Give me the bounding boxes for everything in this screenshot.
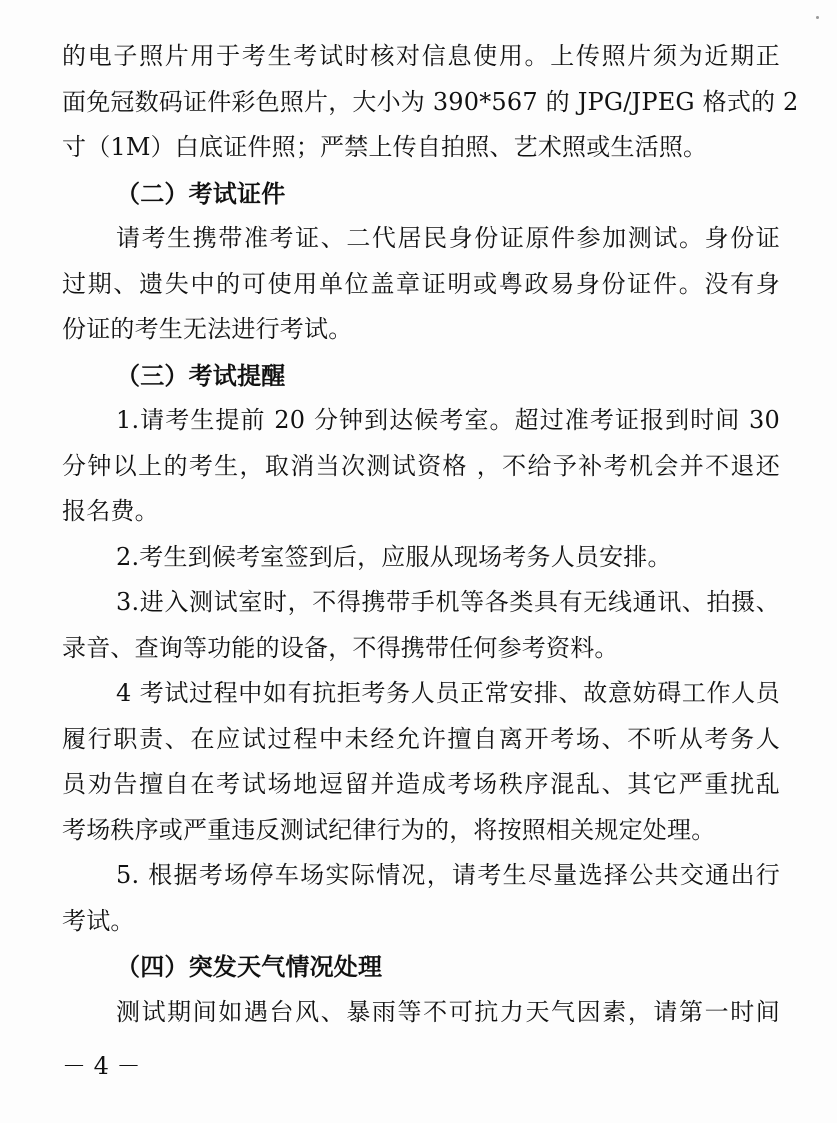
paragraph-line: 请考生携带准考证、二代居民身份证原件参加测试。身份证: [116, 224, 780, 252]
paragraph-line: 面免冠数码证件彩色照片，大小为 390*567 的 JPG/JPEG 格式的 2: [62, 87, 799, 116]
list-item-line: 分钟以上的考生，取消当次测试资格 ，不给予补考机会并不退还: [62, 451, 780, 480]
paragraph-line: 份证的考生无法进行考试。: [62, 315, 353, 343]
paragraph-line: 的电子照片用于考生考试时核对信息使用。上传照片须为近期正: [62, 42, 780, 70]
document-body: [62, 34, 799, 1035]
list-item-line: 录音、查询等功能的设备，不得携带任何参考资料。: [62, 633, 619, 662]
list-item-line: 考试。: [62, 906, 135, 935]
page-number: － 4 －: [62, 1052, 141, 1080]
list-item-line: 1.请考生提前 20 分钟到达候考室。超过准考证报到时间 30: [116, 406, 780, 434]
list-item-line: 报名费。: [62, 497, 159, 525]
list-item-line: 考场秩序或严重违反测试纪律行为的，将按照相关规定处理。: [62, 815, 716, 844]
section-heading-exam-documents: （二）考试证件: [116, 178, 286, 208]
paragraph-line: 过期、遗失中的可使用单位盖章证明或粤政易身份证件。没有身: [62, 269, 780, 298]
list-item-line: 5. 根据考场停车场实际情况，请考生尽量选择公共交通出行: [116, 861, 780, 889]
section-heading-exam-reminders: （三）考试提醒: [116, 360, 286, 390]
section-heading-weather-emergency: （四）突发天气情况处理: [116, 952, 383, 981]
scan-dot-mark: [816, 16, 819, 19]
list-item-line: 2.考生到候考室签到后，应服从现场考务人员安排。: [116, 542, 672, 571]
list-item-line: 4 考试过程中如有抗拒考务人员正常安排、故意妨碍工作人员: [116, 679, 780, 707]
list-item-line: 履行职责、在应试过程中未经允许擅自离开考场、不听从考务人: [62, 724, 780, 753]
paragraph-line: 寸（1M）白底证件照；严禁上传自拍照、艺术照或生活照。: [62, 133, 708, 161]
paragraph-line: 测试期间如遇台风、暴雨等不可抗力天气因素，请第一时间: [116, 997, 780, 1026]
list-item-line: 员劝告擅自在考试场地逗留并造成考场秩序混乱、其它严重扰乱: [62, 770, 780, 798]
list-item-line: 3.进入测试室时，不得携带手机等各类具有无线通讯、拍摄、: [116, 588, 780, 616]
